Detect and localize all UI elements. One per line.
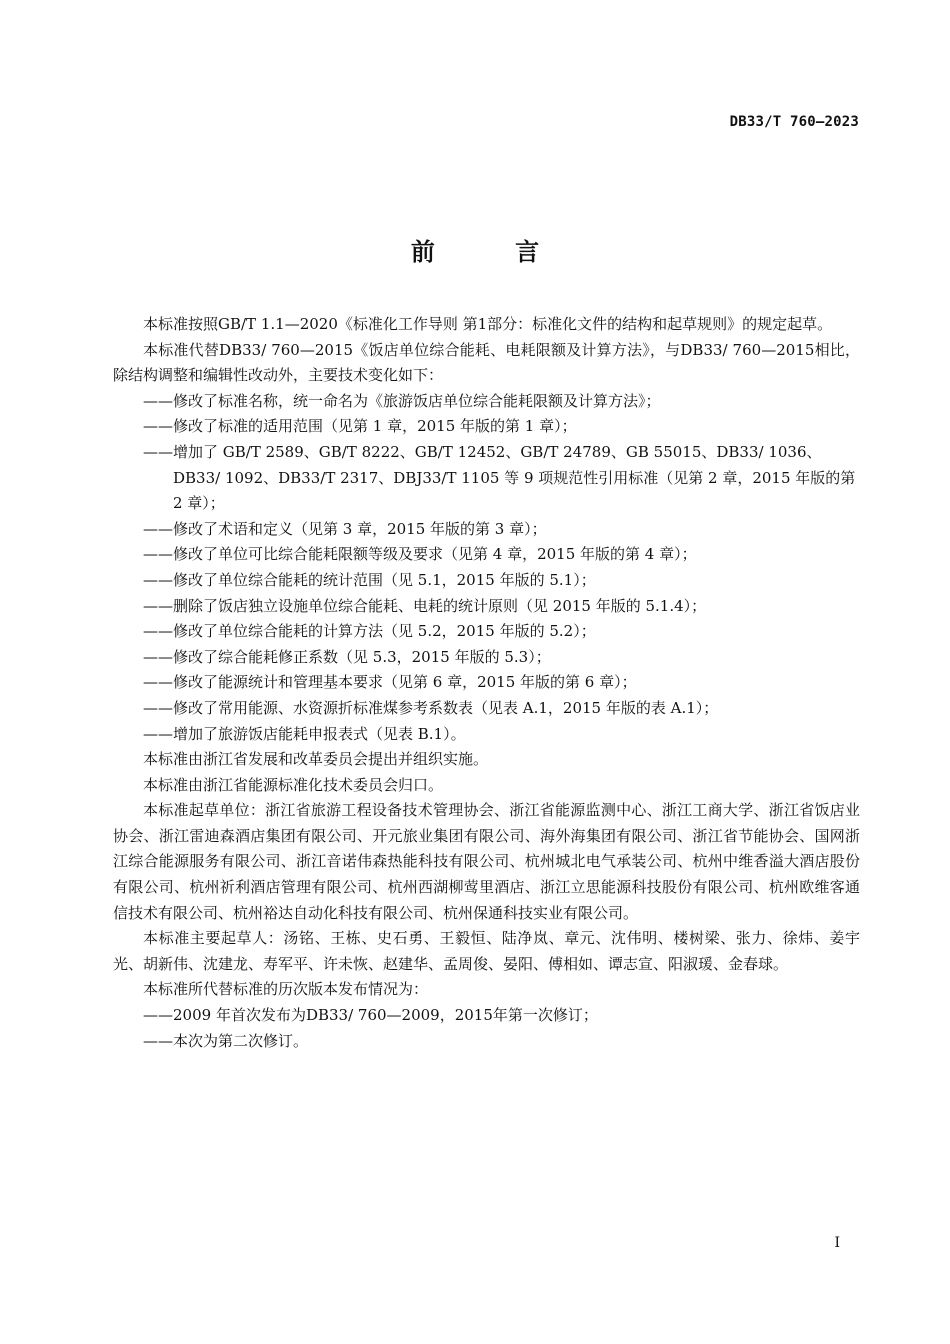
change-item: ——修改了标准名称，统一命名为《旅游饭店单位综合能耗限额及计算方法》； — [143, 391, 661, 410]
document-code: DB33/T 760—2023 — [729, 114, 859, 130]
change-item: ——增加了旅游饭店能耗申报表式（见表 B.1）。 — [143, 724, 466, 743]
history-item: ——本次为第二次修订。 — [143, 1031, 309, 1050]
change-item: ——修改了能源统计和管理基本要求（见第 6 章，2015 年版的第 6 章）； — [143, 673, 637, 692]
paragraph-centralized: 本标准由浙江省能源标准化技术委员会归口。 — [143, 775, 444, 794]
paragraph-proposer: 本标准由浙江省发展和改革委员会提出并组织实施。 — [143, 750, 489, 769]
change-item: ——修改了标准的适用范围（见第 1 章，2015 年版的第 1 章）； — [143, 417, 577, 436]
change-item: ——修改了单位综合能耗的统计范围（见 5.1，2015 年版的 5.1）； — [143, 570, 596, 589]
change-item: ——修改了综合能耗修正系数（见 5.3，2015 年版的 5.3）； — [143, 647, 551, 666]
page-number: I — [834, 1235, 840, 1251]
change-item: ——修改了单位综合能耗的计算方法（见 5.2，2015 年版的 5.2）； — [143, 622, 596, 641]
history-item: ——2009 年首次发布为DB33/ 760—2009，2015年第一次修订； — [143, 1006, 598, 1025]
paragraph-drafting-rule: 本标准按照GB/T 1.1—2020《标准化工作导则 第1部分：标准化文件的结构和起草规则》的规定起草。 — [143, 315, 833, 333]
page-title: 前 言 — [410, 238, 576, 266]
change-item: ——修改了术语和定义（见第 3 章，2015 年版的第 3 章）； — [143, 519, 547, 538]
foreword-body — [113, 312, 860, 1054]
paragraph-history-intro: 本标准所代替标准的历次版本发布情况为： — [143, 980, 429, 999]
paragraph-drafting-units: 本标准起草单位：浙江省旅游工程设备技术管理协会、浙江省能源监测中心、浙江工商大学、浙江省饭店业协会、浙江雷迪森酒店集团有限公司、开元旅业集团有限公司、海外海集团有限公司、浙江省节能协会、国网浙江综合能源服务有限公司、浙江音诺伟森热能科技有限公司、杭州城北电气承装公司、杭州中维香溢大酒店股份有限公司、杭州祈利酒店管理有限公司、杭州西湖柳莺里酒店、浙江立思能源科技股份有限公司、杭州欧维客通信技术有限公司、杭州裕达自动化科技有限公司、杭州保通科技实业有限公司。 — [113, 801, 860, 922]
paragraph-replacement: 本标准代替DB33/ 760—2015《饭店单位综合能耗、电耗限额及计算方法》，与DB33/ 760—2015相比，除结构调整和编辑性改动外，主要技术变化如下： — [113, 340, 860, 385]
change-item: ——增加了 GB/T 2589、GB/T 8222、GB/T 12452、GB/T 24789、GB 55015、DB33/ 1036、DB33/ 1092、DB33/T 2317、DBJ33/T 1105 等 9 项规范性引用标准（见第 2 章，2015 年版的第 2 章）； — [143, 442, 856, 513]
paragraph-drafters: 本标准主要起草人：汤铭、王栋、史石勇、王毅恒、陆净岚、章元、沈伟明、楼树梁、张力、徐炜、姜宇光、胡新伟、沈建龙、寿军平、许未恢、赵建华、孟周俊、晏阳、傅相如、谭志宣、阳淑瑗、金春球。 — [113, 929, 860, 973]
change-item: ——修改了单位可比综合能耗限额等级及要求（见第 4 章，2015 年版的第 4 章）； — [143, 545, 697, 564]
change-item: ——删除了饭店独立设施单位综合能耗、电耗的统计原则（见 2015 年版的 5.1.4）； — [143, 596, 707, 615]
change-item: ——修改了常用能源、水资源折标准煤参考系数表（见表 A.1，2015 年版的表 A.1）； — [143, 698, 719, 717]
